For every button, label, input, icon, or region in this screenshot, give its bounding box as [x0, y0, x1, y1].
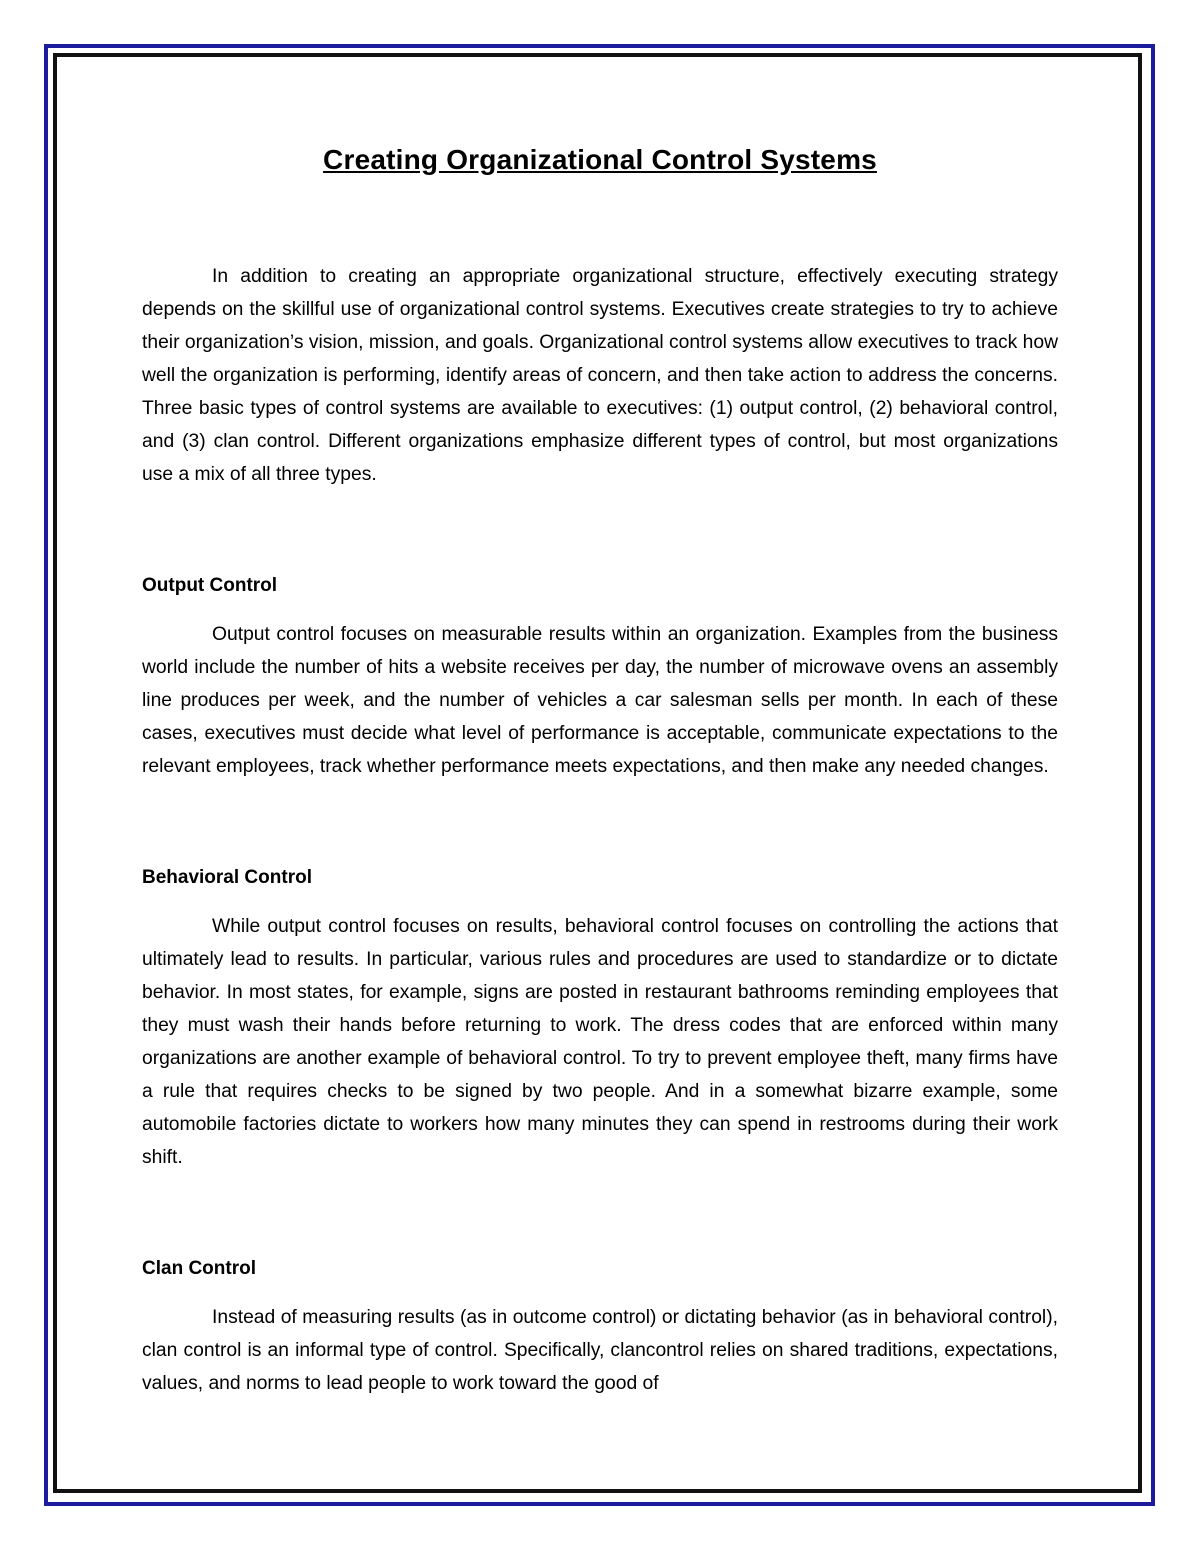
- section-clan-control: [142, 1252, 1058, 1400]
- section-behavioral-control: [142, 861, 1058, 1174]
- section-paragraph: While output control focuses on results, behavioral control focuses on controlling the actions that ultimately lead to results. In particular, various rules and procedures are used to standardize or to dictate behavior. In most states, for example, signs are posted in restaurant bathrooms reminding employees that they must wash their hands before returning to work. The dress codes that are enforced within many organizations are another example of behavioral control. To try to prevent employee theft, many firms have a rule that requires checks to be signed by two people. And in a somewhat bizarre example, some automobile factories dictate to workers how many minutes they can spend in restrooms during their work shift.: [142, 916, 1058, 1168]
- section-output-control: [142, 569, 1058, 783]
- section-heading: Output Control: [142, 575, 278, 596]
- section-heading: Clan Control: [142, 1258, 256, 1279]
- section-heading: Behavioral Control: [142, 867, 312, 888]
- section-paragraph: Output control focuses on measurable results within an organization. Examples from the business world include the number of hits a website receives per day, the number of microwave ovens an assembly line produces per week, and the number of vehicles a car salesman sells per month. In each of these cases, executives must decide what level of performance is acceptable, communicate expectations to the relevant employees, track whether performance meets expectations, and then make any needed changes.: [142, 624, 1058, 777]
- document-title: Creating Organizational Control Systems: [323, 144, 877, 175]
- section-paragraph: Instead of measuring results (as in outcome control) or dictating behavior (as in behavioral control), clan control is an informal type of control. Specifically, clancontrol relies on shared traditions, expectations, values, and norms to lead people to work toward the good of: [142, 1307, 1058, 1394]
- document-body: [142, 140, 1058, 1400]
- intro-paragraph: In addition to creating an appropriate organizational structure, effectively executing strategy depends on the skillful use of organizational control systems. Executives create strategies to try to achieve their organization’s vision, mission, and goals. Organizational control systems allow executives to track how well the organization is performing, identify areas of concern, and then take action to address the concerns. Three basic types of control systems are available to executives: (1) output control, (2) behavioral control, and (3) clan control. Different organizations emphasize different types of control, but most organizations use a mix of all three types.: [142, 266, 1058, 485]
